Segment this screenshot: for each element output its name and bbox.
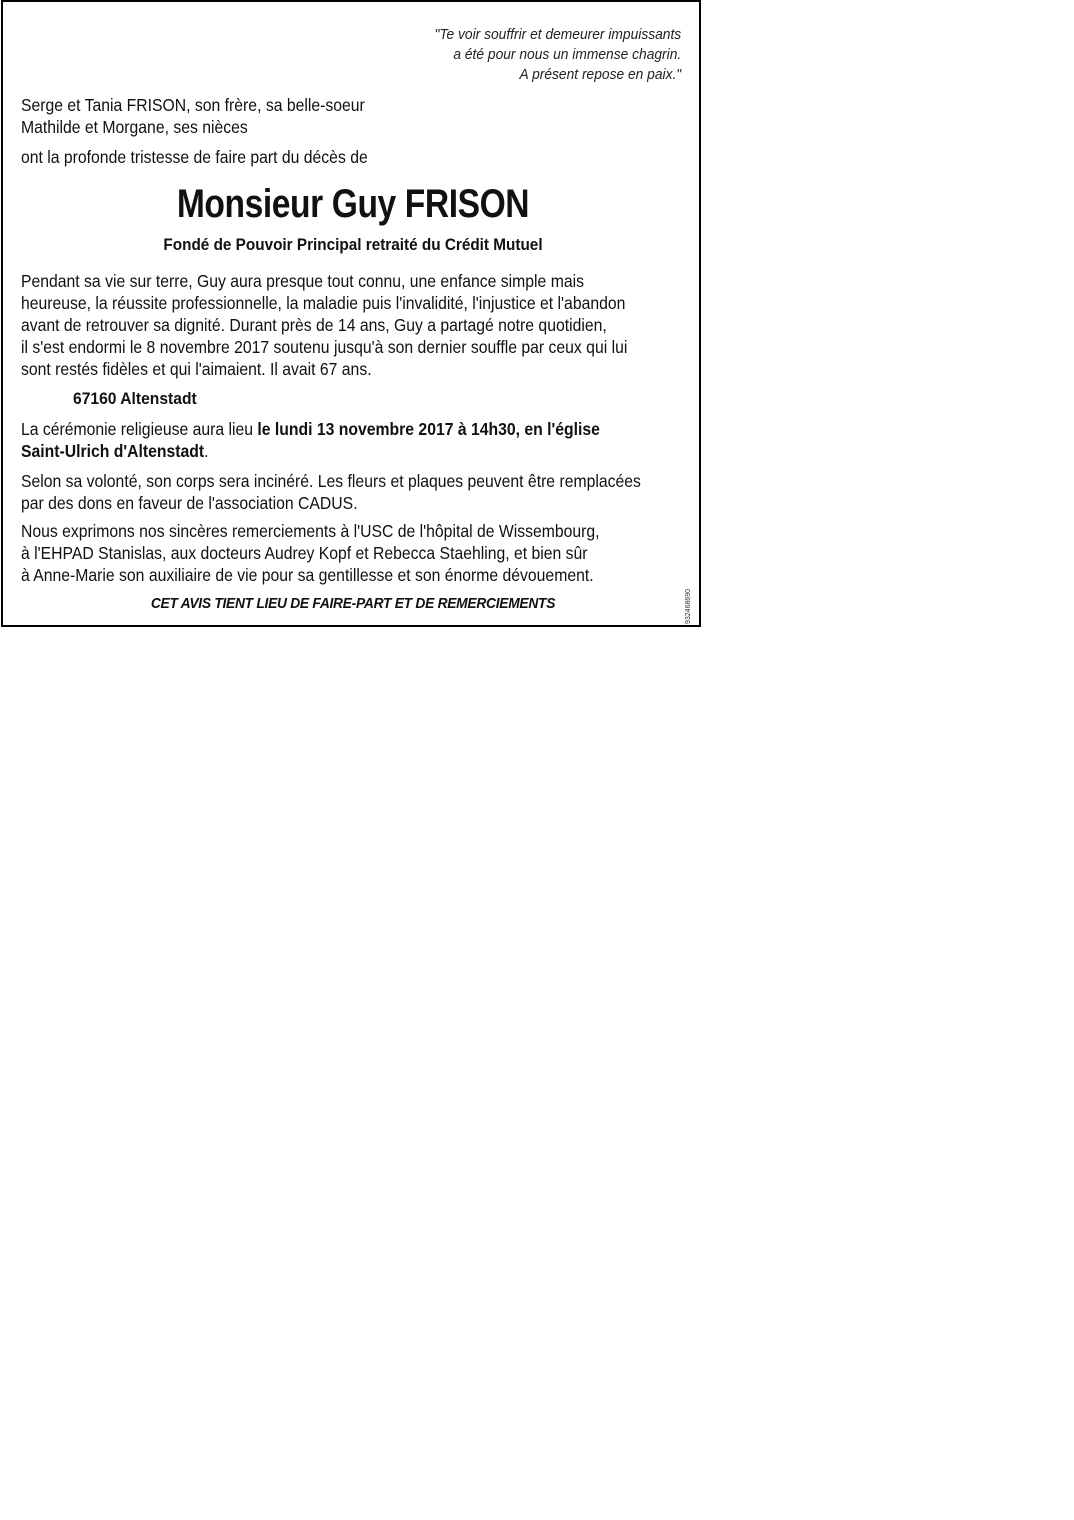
family-line: Serge et Tania FRISON, son frère, sa belle-soeur [21,95,365,115]
notice-footer: CET AVIS TIENT LIEU DE FAIRE-PART ET DE REMERCIEMENTS [150,595,556,612]
quote-line: A présent repose en paix." [519,66,681,83]
reference-code: 932468690 [685,588,692,624]
biography-line: sont restés fidèles et qui l'aimaient. Il avait 67 ans. [21,359,372,379]
announcement-text: ont la profonde tristesse de faire part du décès de [21,147,368,167]
biography-line: heureuse, la réussite professionnelle, la maladie puis l'invalidité, l'injustice et l'abandon [21,293,626,313]
biography-line: avant de retrouver sa dignité. Durant près de 14 ans, Guy a partagé notre quotidien, [21,315,607,335]
quote-line: a été pour nous un immense chagrin. [453,46,681,63]
deceased-title: Fondé de Pouvoir Principal retraité du Crédit Mutuel [163,235,543,254]
family-members [21,94,365,138]
deceased-name: Monsieur Guy FRISON [176,182,530,226]
ceremony-intro: La cérémonie religieuse aura lieu [21,419,258,439]
ceremony-info [21,418,600,462]
funeral-wishes [21,470,641,514]
biography-paragraph [21,270,678,380]
biography-line: Pendant sa vie sur terre, Guy aura presque tout connu, une enfance simple mais [21,271,584,291]
biography-line: il s'est endormi le 8 novembre 2017 soutenu jusqu'à son dernier souffle par ceux qui lui [21,337,628,357]
ceremony-date-place: le lundi 13 novembre 2017 à 14h30, en l'église [257,419,600,439]
epigraph-quote [434,25,681,85]
thanks-line: à Anne-Marie son auxiliaire de vie pour sa gentillesse et son énorme dévouement. [21,565,594,585]
thanks-line: à l'EHPAD Stanislas, aux docteurs Audrey Kopf et Rebecca Staehling, et bien sûr [21,543,588,563]
wishes-line: Selon sa volonté, son corps sera incinéré. Les fleurs et plaques peuvent être remplacées [21,471,641,491]
ceremony-line [21,418,600,440]
ceremony-line [21,440,600,462]
family-line: Mathilde et Morgane, ses nièces [21,117,248,137]
obituary-notice [1,0,701,627]
address: 67160 Altenstadt [73,389,197,408]
wishes-line: par des dons en faveur de l'association CADUS. [21,493,358,513]
acknowledgements [21,520,600,586]
ceremony-end: . [204,441,209,461]
thanks-line: Nous exprimons nos sincères remerciements à l'USC de l'hôpital de Wissembourg, [21,521,600,541]
quote-line: "Te voir souffrir et demeurer impuissants [434,26,681,43]
ceremony-church: Saint-Ulrich d'Altenstadt [21,441,205,461]
